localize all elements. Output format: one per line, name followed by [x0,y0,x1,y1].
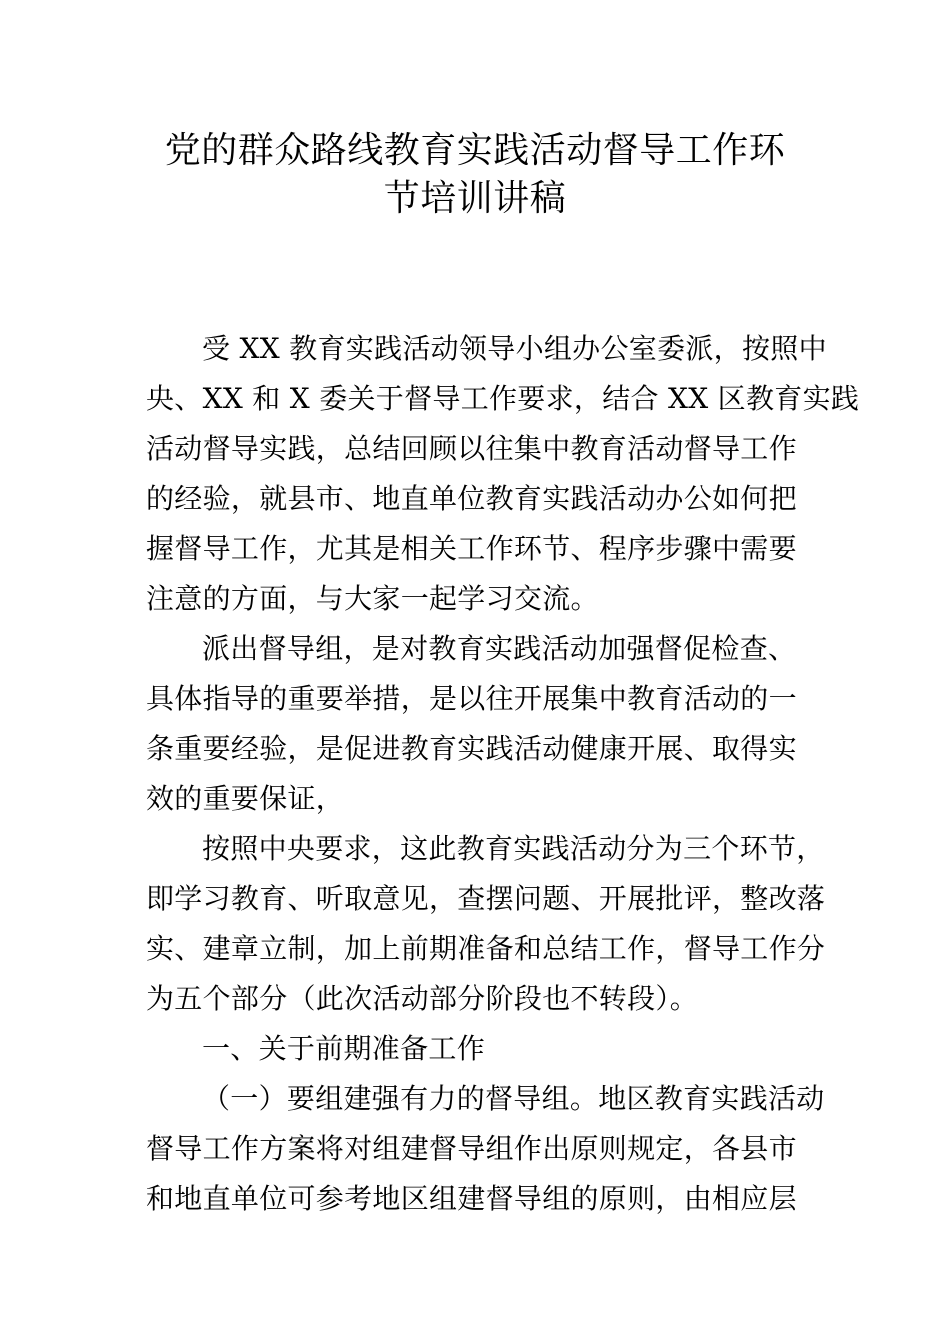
paragraph-1-line-4: 的经验，就县市、地直单位教育实践活动办公如何把 [146,482,797,515]
paragraph-2-line-1: 派出督导组，是对教育实践活动加强督促检查、 [202,632,797,665]
paragraph-3-line-3: 实、建章立制，加上前期准备和总结工作，督导工作分 [146,932,826,965]
document-title-line-2: 节培训讲稿 [383,178,567,219]
paragraph-4-line-2: 督导工作方案将对组建督导组作出原则规定，各县市 [146,1132,797,1165]
paragraph-2-line-3: 条重要经验，是促进教育实践活动健康开展、取得实 [146,732,797,765]
paragraph-4-line-1: （一）要组建强有力的督导组。地区教育实践活动 [202,1082,825,1115]
paragraph-2-line-2: 具体指导的重要举措，是以往开展集中教育活动的一 [146,682,797,715]
paragraph-1-line-2: 央、XX 和 X 委关于督导工作要求，结合 XX 区教育实践 [146,382,860,415]
paragraph-3-line-1: 按照中央要求，这此教育实践活动分为三个环节， [202,832,825,865]
paragraph-2-line-4: 效的重要保证， [146,782,345,815]
document-title-line-1: 党的群众路线教育实践活动督导工作环 [164,130,786,171]
paragraph-4-line-3: 和地直单位可参考地区组建督导组的原则，由相应层 [146,1182,797,1215]
paragraph-1-line-6: 注意的方面，与大家一起学习交流。 [146,582,599,615]
paragraph-1-line-5: 握督导工作，尤其是相关工作环节、程序步骤中需要 [146,532,797,565]
paragraph-3-line-2: 即学习教育、听取意见，查摆问题、开展批评，整改落 [146,882,826,915]
paragraph-1-line-1: 受 XX 教育实践活动领导小组办公室委派，按照中 [202,332,827,365]
paragraph-1-line-3: 活动督导实践，总结回顾以往集中教育活动督导工作 [146,432,797,465]
paragraph-3-line-4: 为五个部分（此次活动部分阶段也不转段）。 [146,982,699,1015]
section-heading: 一、关于前期准备工作 [202,1032,486,1065]
